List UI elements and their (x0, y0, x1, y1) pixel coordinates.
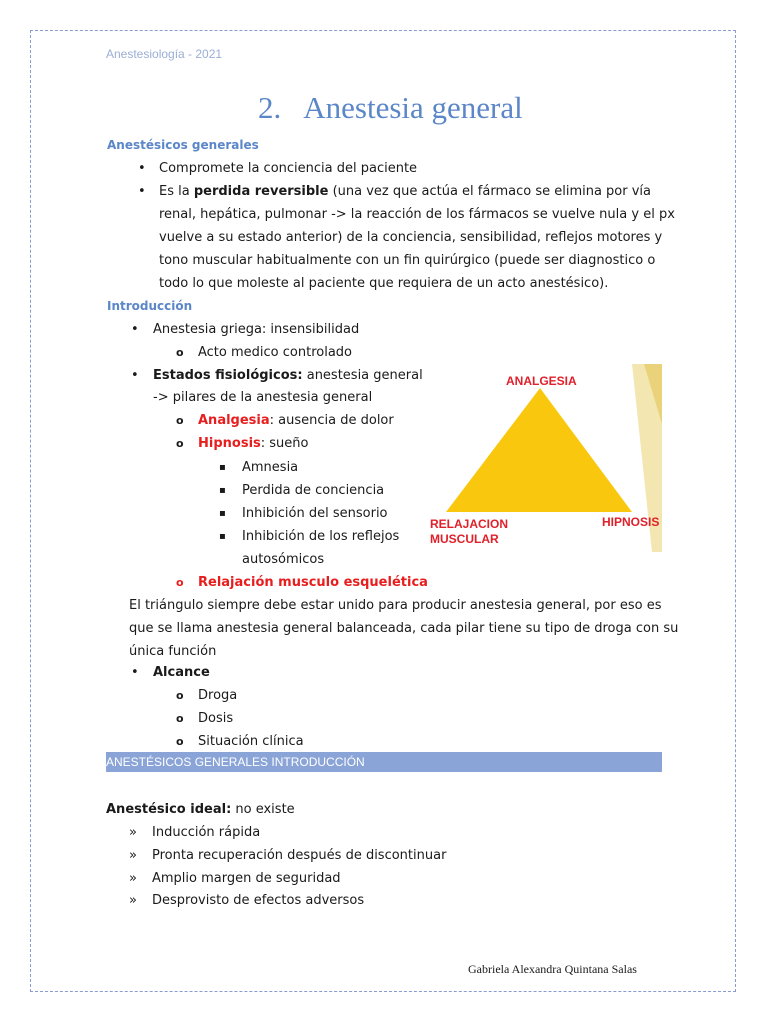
bullet-circle-icon: o (176, 414, 184, 427)
title-number: 2. (258, 90, 282, 125)
bullet-circle-icon: o (176, 437, 184, 450)
text-run: (una vez que actúa el fármaco se elimina por vía (328, 184, 652, 199)
label-analgesia: ANALGESIA (506, 374, 577, 388)
bullet-text: Alcance (153, 665, 210, 680)
chevron-icon: » (129, 893, 137, 908)
label-muscular: MUSCULAR (430, 532, 499, 546)
bullet-text: Situación clínica (198, 734, 304, 749)
bullet-dot-icon: • (131, 322, 139, 337)
bullet-text-continued: -> pilares de la anestesia general (153, 390, 373, 405)
bullet-text-continued: todo lo que moleste al paciente que requiera de un acto anestésico). (159, 276, 609, 291)
bold-term: perdida reversible (193, 184, 329, 199)
text-run: Es la (159, 184, 194, 199)
bullet-text: Dosis (198, 711, 234, 726)
bullet-text-continued: autosómicos (242, 552, 325, 567)
footer-author: Gabriela Alexandra Quintana Salas (468, 962, 637, 976)
list-item: Amplio margen de seguridad (152, 871, 341, 886)
bold-term: Estados fisiológicos: (153, 368, 303, 383)
ideal-line (106, 798, 295, 821)
chevron-icon: » (129, 871, 137, 886)
bullet-square-icon: ▪ (219, 531, 226, 542)
bullet-dot-icon: • (131, 665, 139, 680)
bullet-text-continued: tono muscular habitualmente con un fin quirúrgico (puede ser diagnostico o (159, 253, 656, 268)
text-run: : sueño (260, 436, 309, 451)
text-run: anestesia general (302, 368, 423, 383)
triangle-figure (426, 364, 662, 552)
bullet-dot-icon: • (138, 161, 146, 176)
label-relajacion: RELAJACION (430, 517, 509, 531)
course-header: Anestesiología - 2021 (106, 47, 223, 61)
bullet-text: Compromete la conciencia del paciente (159, 161, 418, 176)
bullet-dot-icon: • (131, 368, 139, 383)
section-band: ANESTÉSICOS GENERALES INTRODUCCIÓN (106, 752, 662, 772)
bullet-text: Droga (198, 688, 238, 703)
section-heading-introduccion: Introducción (107, 299, 193, 313)
bullet-circle-icon: o (176, 712, 184, 725)
bullet-text: Anestesia griega: insensibilidad (153, 322, 360, 337)
paragraph-line: única función (129, 644, 217, 659)
chevron-icon: » (129, 848, 137, 863)
bullet-circle-icon: o (176, 576, 184, 589)
paragraph-line: que se llama anestesia general balanceada, cada pilar tiene su tipo de droga con su (129, 621, 679, 636)
red-term: Hipnosis (198, 436, 261, 451)
chevron-icon: » (129, 825, 137, 840)
bullet-text-continued: renal, hepática, pulmonar -> la reacción de los fármacos se vuelve nula y el px (159, 207, 675, 222)
bullet-text: Acto medico controlado (198, 345, 352, 360)
bullet-dot-icon: • (138, 184, 146, 199)
bullet-square-icon: ▪ (219, 508, 226, 519)
bullet-square-icon: ▪ (219, 485, 226, 496)
bullet-text: Perdida de conciencia (242, 483, 385, 498)
page-title (258, 90, 523, 126)
bullet-text: Amnesia (242, 460, 299, 475)
bullet-text: Inhibición de los reflejos (242, 529, 400, 544)
bullet-circle-icon: o (176, 346, 184, 359)
section-heading-anestesicos: Anestésicos generales (107, 138, 259, 152)
list-item: Desprovisto de efectos adversos (152, 893, 365, 908)
red-term: Analgesia (198, 413, 270, 428)
list-item: Pronta recuperación después de discontinuar (152, 848, 447, 863)
list-item: Inducción rápida (152, 825, 261, 840)
bullet-text (153, 364, 423, 387)
bullet-text-continued: vuelve a su estado anterior) de la conciencia, sensibilidad, reflejos motores y (159, 230, 663, 245)
bullet-text (159, 180, 651, 203)
bullet-square-icon: ▪ (219, 462, 226, 473)
label-hipnosis: HIPNOSIS (602, 515, 660, 529)
paragraph-line: El triángulo siempre debe estar unido para producir anestesia general, por eso es (129, 598, 662, 613)
bullet-text (198, 409, 394, 432)
bullet-text: Inhibición del sensorio (242, 506, 388, 521)
title-text: Anestesia general (303, 90, 523, 125)
bullet-circle-icon: o (176, 735, 184, 748)
red-term: Relajación musculo esquelética (198, 575, 428, 590)
bullet-circle-icon: o (176, 689, 184, 702)
bold-term: Anestésico ideal: (106, 802, 232, 817)
text-run: no existe (231, 802, 295, 817)
text-run: : ausencia de dolor (269, 413, 394, 428)
bullet-text (198, 432, 308, 455)
